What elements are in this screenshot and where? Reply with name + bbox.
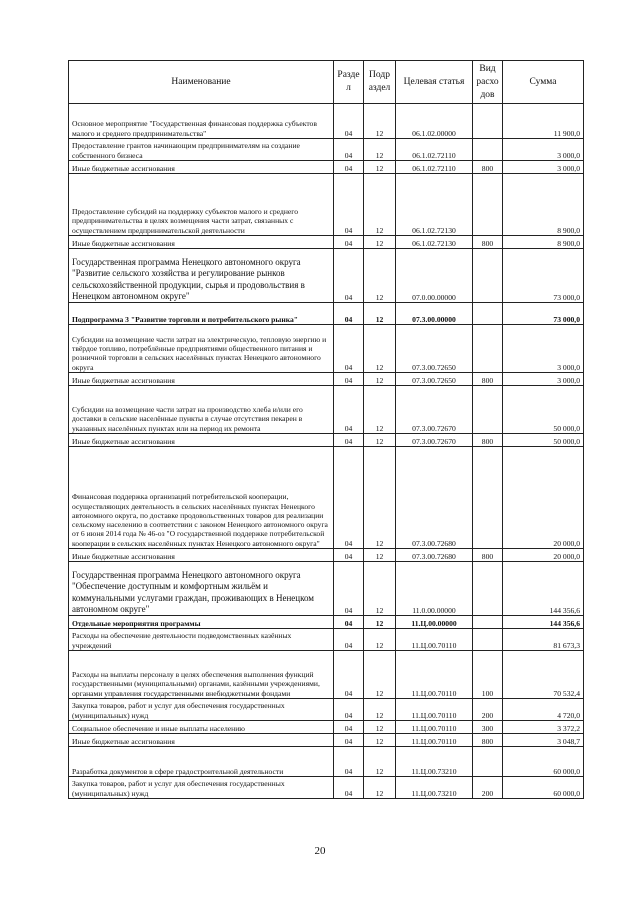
row-name: Иные бюджетные ассигнования [69, 161, 334, 174]
row-subsection: 12 [364, 386, 396, 434]
row-section: 04 [334, 629, 364, 651]
row-name: Государственная программа Ненецкого автономного округа "Развитие сельского хозяйства и регулирование рынков сельскохозяйственной продукции, сырья и продовольствия в Ненецком автономном округе" [69, 249, 334, 303]
row-kind: 300 [473, 721, 503, 734]
row-sum: 11 900,0 [503, 104, 584, 139]
table-row [69, 721, 584, 734]
row-kind: 200 [473, 777, 503, 799]
row-kind [473, 747, 503, 777]
row-kind [473, 249, 503, 303]
table-row [69, 699, 584, 721]
row-target: 11.Ц.00.00000 [396, 616, 473, 629]
row-target: 11.Ц.00.70110 [396, 629, 473, 651]
table-row [69, 249, 584, 303]
row-kind: 800 [473, 373, 503, 386]
row-subsection: 12 [364, 616, 396, 629]
row-target: 11.Ц.00.70110 [396, 699, 473, 721]
row-name: Субсидии на возмещение части затрат на производство хлеба и/или его доставки в сельские населённые пункты в случае отсутствия пекарен в указанных населённых пунктах или на период их ремонта [69, 386, 334, 434]
row-section: 04 [334, 139, 364, 161]
row-section: 04 [334, 447, 364, 549]
table-row [69, 303, 584, 325]
row-sum: 3 000,0 [503, 325, 584, 373]
header-name: Наименование [69, 61, 334, 104]
row-name: Иные бюджетные ассигнования [69, 734, 334, 747]
row-target: 06.1.02.72130 [396, 174, 473, 236]
row-kind: 800 [473, 236, 503, 249]
row-sum: 60 000,0 [503, 747, 584, 777]
row-target: 06.1.02.72130 [396, 236, 473, 249]
row-kind [473, 386, 503, 434]
row-sum: 20 000,0 [503, 549, 584, 562]
row-name: Основное мероприятие "Государственная финансовая поддержка субъектов малого и среднего предпринимательства" [69, 104, 334, 139]
row-target: 07.3.00.72680 [396, 447, 473, 549]
row-kind [473, 447, 503, 549]
row-target: 07.3.00.72650 [396, 373, 473, 386]
row-sum: 8 900,0 [503, 236, 584, 249]
row-kind [473, 616, 503, 629]
row-target: 06.1.02.72110 [396, 161, 473, 174]
header-section: Разде л [334, 61, 364, 104]
row-name: Расходы на выплаты персоналу в целях обеспечения выполнения функций государственными (муниципальными) органами, казёнными учреждениями, органами управления государственными внебюджетными фондами [69, 651, 334, 699]
header-sum: Сумма [503, 61, 584, 104]
row-section: 04 [334, 303, 364, 325]
row-sum: 3 000,0 [503, 373, 584, 386]
row-subsection: 12 [364, 249, 396, 303]
row-kind [473, 174, 503, 236]
row-section: 04 [334, 777, 364, 799]
row-name: Подпрограмма 3 "Развитие торговли и потребительского рынка" [69, 303, 334, 325]
table-row [69, 104, 584, 139]
row-kind [473, 629, 503, 651]
row-sum: 70 532,4 [503, 651, 584, 699]
page-number: 20 [314, 845, 326, 857]
row-target: 11.Ц.00.73210 [396, 747, 473, 777]
row-sum: 144 356,6 [503, 616, 584, 629]
table-row [69, 616, 584, 629]
row-kind [473, 325, 503, 373]
row-section: 04 [334, 236, 364, 249]
row-target: 07.3.00.00000 [396, 303, 473, 325]
row-section: 04 [334, 386, 364, 434]
row-section: 04 [334, 161, 364, 174]
row-name: Иные бюджетные ассигнования [69, 373, 334, 386]
row-section: 04 [334, 373, 364, 386]
row-target: 06.1.02.00000 [396, 104, 473, 139]
row-section: 04 [334, 747, 364, 777]
row-sum: 3 000,0 [503, 139, 584, 161]
row-subsection: 12 [364, 447, 396, 549]
row-name: Закупка товаров, работ и услуг для обеспечения государственных (муниципальных) нужд [69, 699, 334, 721]
table-row [69, 174, 584, 236]
row-target: 11.0.00.00000 [396, 562, 473, 616]
row-kind [473, 139, 503, 161]
row-name: Социальное обеспечение и иные выплаты населению [69, 721, 334, 734]
row-name: Разработка документов в сфере градостроительной деятельности [69, 747, 334, 777]
row-sum: 73 000,0 [503, 249, 584, 303]
row-target: 07.3.00.72670 [396, 386, 473, 434]
row-sum: 73 000,0 [503, 303, 584, 325]
budget-table [68, 60, 584, 799]
row-section: 04 [334, 616, 364, 629]
row-subsection: 12 [364, 373, 396, 386]
row-sum: 81 673,3 [503, 629, 584, 651]
row-subsection: 12 [364, 734, 396, 747]
row-sum: 8 900,0 [503, 174, 584, 236]
table-row [69, 386, 584, 434]
row-kind [473, 562, 503, 616]
row-sum: 20 000,0 [503, 447, 584, 549]
row-subsection: 12 [364, 721, 396, 734]
row-name: Иные бюджетные ассигнования [69, 236, 334, 249]
table-row [69, 651, 584, 699]
row-sum: 50 000,0 [503, 386, 584, 434]
row-name: Финансовая поддержка организаций потребительской кооперации, осуществляющих деятельность в сельских населённых пунктах Ненецкого автономного округа, по доставке продовольственных товаров для реализации сельскому населению в соответствии с законом Ненецкого автономного округа от 6 июня 2014 года № 46-оз "О государственной поддержке потребительской кооперации в сельских населённых пунктах Ненецкого автономного округа" [69, 447, 334, 549]
row-section: 04 [334, 734, 364, 747]
row-target: 11.Ц.00.73210 [396, 777, 473, 799]
table-row [69, 373, 584, 386]
row-name: Предоставление грантов начинающим предпринимателям на создание собственного бизнеса [69, 139, 334, 161]
row-target: 07.3.00.72680 [396, 549, 473, 562]
table-row [69, 161, 584, 174]
row-section: 04 [334, 325, 364, 373]
table-row [69, 549, 584, 562]
row-section: 04 [334, 249, 364, 303]
row-kind: 800 [473, 549, 503, 562]
row-target: 07.3.00.72670 [396, 434, 473, 447]
row-section: 04 [334, 562, 364, 616]
row-target: 07.3.00.72650 [396, 325, 473, 373]
row-section: 04 [334, 549, 364, 562]
table-row [69, 139, 584, 161]
row-target: 11.Ц.00.70110 [396, 721, 473, 734]
row-kind: 100 [473, 651, 503, 699]
header-target: Целевая статья [396, 61, 473, 104]
table-row [69, 629, 584, 651]
row-name: Отдельные мероприятия программы [69, 616, 334, 629]
row-kind [473, 104, 503, 139]
table-row [69, 734, 584, 747]
row-sum: 3 000,0 [503, 161, 584, 174]
row-kind: 800 [473, 734, 503, 747]
row-name: Предоставление субсидий на поддержку субъектов малого и среднего предпринимательства в целях возмещения части затрат, связанных с осуществлением предпринимательской деятельности [69, 174, 334, 236]
row-subsection: 12 [364, 434, 396, 447]
row-name: Иные бюджетные ассигнования [69, 434, 334, 447]
row-subsection: 12 [364, 629, 396, 651]
header-subsection: Подр аздел [364, 61, 396, 104]
table-row [69, 562, 584, 616]
table-row [69, 777, 584, 799]
row-sum: 144 356,6 [503, 562, 584, 616]
row-subsection: 12 [364, 104, 396, 139]
row-name: Закупка товаров, работ и услуг для обеспечения государственных (муниципальных) нужд [69, 777, 334, 799]
table-row [69, 447, 584, 549]
row-subsection: 12 [364, 139, 396, 161]
row-section: 04 [334, 104, 364, 139]
row-kind: 800 [473, 161, 503, 174]
row-sum: 50 000,0 [503, 434, 584, 447]
row-sum: 60 000,0 [503, 777, 584, 799]
row-subsection: 12 [364, 303, 396, 325]
row-subsection: 12 [364, 325, 396, 373]
row-target: 11.Ц.00.70110 [396, 734, 473, 747]
row-target: 07.0.00.00000 [396, 249, 473, 303]
row-section: 04 [334, 174, 364, 236]
row-subsection: 12 [364, 747, 396, 777]
row-kind: 800 [473, 434, 503, 447]
header-kind: Вид расхо дов [473, 61, 503, 104]
row-section: 04 [334, 651, 364, 699]
row-sum: 3 048,7 [503, 734, 584, 747]
row-subsection: 12 [364, 161, 396, 174]
row-sum: 3 372,2 [503, 721, 584, 734]
row-subsection: 12 [364, 777, 396, 799]
table-row [69, 434, 584, 447]
row-subsection: 12 [364, 562, 396, 616]
row-subsection: 12 [364, 699, 396, 721]
row-section: 04 [334, 721, 364, 734]
row-name: Иные бюджетные ассигнования [69, 549, 334, 562]
row-kind [473, 303, 503, 325]
row-subsection: 12 [364, 549, 396, 562]
table-row [69, 236, 584, 249]
row-subsection: 12 [364, 236, 396, 249]
table-row [69, 747, 584, 777]
row-name: Расходы на обеспечение деятельности подведомственных казённых учреждений [69, 629, 334, 651]
row-subsection: 12 [364, 174, 396, 236]
row-kind: 200 [473, 699, 503, 721]
row-subsection: 12 [364, 651, 396, 699]
row-target: 06.1.02.72110 [396, 139, 473, 161]
row-name: Субсидии на возмещение части затрат на электрическую, тепловую энергию и твёрдое топливо, потреблённые предприятиями общественного питания и розничной торговли в сельских населённых пунктах Ненецкого автономного округа [69, 325, 334, 373]
table-row [69, 325, 584, 373]
row-section: 04 [334, 434, 364, 447]
row-sum: 4 720,0 [503, 699, 584, 721]
row-section: 04 [334, 699, 364, 721]
row-target: 11.Ц.00.70110 [396, 651, 473, 699]
row-name: Государственная программа Ненецкого автономного округа "Обеспечение доступным и комфортным жильём и коммунальными услугами граждан, проживающих в Ненецком автономном округе" [69, 562, 334, 616]
table-header-row [69, 61, 584, 104]
